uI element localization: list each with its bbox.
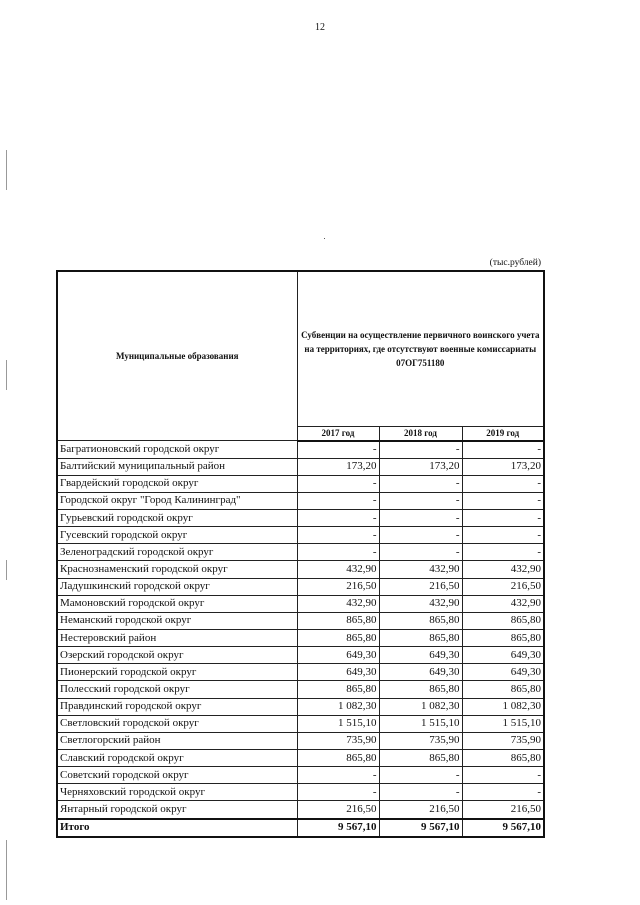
year-header-2019: 2019 год [462,426,544,441]
value-2018-cell: - [379,784,462,801]
value-2019-cell: 865,80 [462,612,544,629]
municipality-cell: Гвардейский городской округ [57,475,297,492]
value-2019-cell: - [462,784,544,801]
value-2017-cell: 865,80 [297,681,379,698]
municipality-cell: Ладушкинский городской округ [57,578,297,595]
value-2017-cell: - [297,492,379,509]
value-2018-cell: - [379,527,462,544]
total-row [57,819,544,837]
year-header-2017: 2017 год [297,426,379,441]
table-row [57,458,544,475]
table-row [57,544,544,561]
municipality-cell: Полесский городской округ [57,681,297,698]
value-2018-cell: 432,90 [379,595,462,612]
municipality-cell: Балтийский муниципальный район [57,458,297,475]
value-2017-cell: 865,80 [297,750,379,767]
table-row [57,801,544,819]
value-2018-cell: - [379,510,462,527]
table-row [57,595,544,612]
value-2018-cell: 216,50 [379,578,462,595]
table-row [57,578,544,595]
municipality-cell: Советский городской округ [57,767,297,784]
value-2018-cell: - [379,544,462,561]
value-2019-cell: 649,30 [462,647,544,664]
value-2018-cell: 173,20 [379,458,462,475]
value-2017-cell: 432,90 [297,595,379,612]
municipality-cell: Краснознаменский городской округ [57,561,297,578]
total-2017-cell: 9 567,10 [297,819,379,837]
value-2018-cell: 865,80 [379,750,462,767]
value-2019-cell: 1 515,10 [462,715,544,732]
table-row [57,681,544,698]
value-2017-cell: 735,90 [297,732,379,749]
value-2019-cell: 1 082,30 [462,698,544,715]
municipality-cell: Мамоновский городской округ [57,595,297,612]
value-2018-cell: 649,30 [379,647,462,664]
year-header-2018: 2018 год [379,426,462,441]
value-2018-cell: 1 515,10 [379,715,462,732]
value-2018-cell: - [379,441,462,459]
table-header-row [57,271,544,426]
value-2017-cell: 1 082,30 [297,698,379,715]
value-2018-cell: - [379,492,462,509]
table-row [57,612,544,629]
table-row [57,647,544,664]
value-2019-cell: - [462,767,544,784]
municipality-cell: Славский городской округ [57,750,297,767]
value-2019-cell: - [462,475,544,492]
municipality-cell: Гурьевский городской округ [57,510,297,527]
value-2019-cell: 865,80 [462,750,544,767]
table-row [57,715,544,732]
municipal-header: Муниципальные образования [57,271,297,441]
table-row [57,664,544,681]
subsidy-table [56,270,545,838]
value-2017-cell: 649,30 [297,647,379,664]
value-2017-cell: - [297,441,379,459]
margin-scan-mark [6,840,7,900]
value-2017-cell: 216,50 [297,578,379,595]
value-2018-cell: 865,80 [379,630,462,647]
value-2019-cell: - [462,544,544,561]
table-row [57,492,544,509]
value-2017-cell: 649,30 [297,664,379,681]
value-2017-cell: 173,20 [297,458,379,475]
table-row [57,784,544,801]
municipality-cell: Правдинский городской округ [57,698,297,715]
value-2018-cell: 735,90 [379,732,462,749]
value-2019-cell: 735,90 [462,732,544,749]
value-2017-cell: - [297,784,379,801]
value-2019-cell: 216,50 [462,578,544,595]
municipality-cell: Янтарный городской округ [57,801,297,819]
page-number: 12 [315,22,325,33]
scan-speck [324,238,325,239]
value-2017-cell: - [297,767,379,784]
table-row [57,732,544,749]
table-body [57,441,544,837]
municipality-cell: Городской округ "Город Калининград" [57,492,297,509]
municipality-cell: Зеленоградский городской округ [57,544,297,561]
municipality-cell: Неманский городской округ [57,612,297,629]
value-2017-cell: 1 515,10 [297,715,379,732]
municipality-cell: Черняховский городской округ [57,784,297,801]
table-row [57,561,544,578]
value-2017-cell: - [297,475,379,492]
value-2019-cell: - [462,510,544,527]
value-2017-cell: - [297,527,379,544]
municipality-cell: Пионерский городской округ [57,664,297,681]
margin-scan-mark [6,360,7,390]
table-row [57,475,544,492]
value-2017-cell: 216,50 [297,801,379,819]
value-2017-cell: 432,90 [297,561,379,578]
table-row [57,767,544,784]
municipality-cell: Светлогорский район [57,732,297,749]
value-2017-cell: - [297,544,379,561]
value-2017-cell: 865,80 [297,612,379,629]
value-2018-cell: 1 082,30 [379,698,462,715]
table-row [57,441,544,459]
value-2018-cell: 865,80 [379,681,462,698]
value-2019-cell: 432,90 [462,595,544,612]
value-2018-cell: 432,90 [379,561,462,578]
value-2017-cell: - [297,510,379,527]
value-2018-cell: - [379,475,462,492]
total-2019-cell: 9 567,10 [462,819,544,837]
total-2018-cell: 9 567,10 [379,819,462,837]
value-2018-cell: 649,30 [379,664,462,681]
municipality-cell: Багратионовский городской округ [57,441,297,459]
value-2019-cell: 865,80 [462,681,544,698]
table-row [57,750,544,767]
value-2019-cell: 865,80 [462,630,544,647]
table-row [57,527,544,544]
value-2019-cell: 432,90 [462,561,544,578]
value-2019-cell: 649,30 [462,664,544,681]
table-row [57,630,544,647]
margin-scan-mark [6,560,7,580]
value-2019-cell: 173,20 [462,458,544,475]
subsidy-header: Субвенции на осуществление первичного воинского учета на территориях, где отсутствуют военные комиссариаты 07ОГ751180 [297,271,544,426]
value-2018-cell: 216,50 [379,801,462,819]
units-label: (тыс.рублей) [489,258,541,268]
municipality-cell: Светловский городской округ [57,715,297,732]
value-2019-cell: 216,50 [462,801,544,819]
value-2018-cell: - [379,767,462,784]
municipality-cell: Нестеровский район [57,630,297,647]
margin-scan-mark [6,150,7,190]
table-row [57,510,544,527]
municipality-cell: Озерский городской округ [57,647,297,664]
value-2018-cell: 865,80 [379,612,462,629]
value-2017-cell: 865,80 [297,630,379,647]
value-2019-cell: - [462,527,544,544]
value-2019-cell: - [462,492,544,509]
municipality-cell: Гусевский городской округ [57,527,297,544]
value-2019-cell: - [462,441,544,459]
total-label-cell: Итого [57,819,297,837]
table-row [57,698,544,715]
